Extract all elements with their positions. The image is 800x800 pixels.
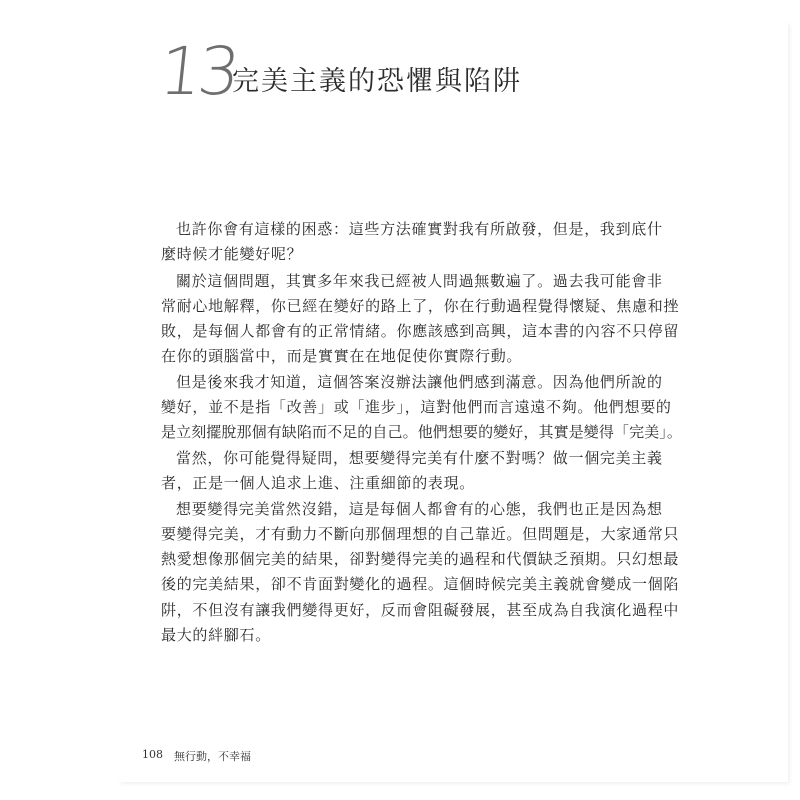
paragraph-line: 後的完美結果，卻不肯面對變化的過程。這個時候完美主義就會變成一個陷 [161,575,680,593]
paragraph-line: 敗，是每個人都會有的正常情緒。你應該感到高興，這本書的內容不只停留 [161,322,680,340]
paragraph-line: 變好，並不是指「改善」或「進步」，這對他們而言遠遠不夠。他們想要的 [161,398,672,416]
paragraph-line: 關於這個問題，其實多年來我已經被人問過無數遍了。過去我可能會非 [176,272,663,290]
paragraph-line: 是立刻擺脫那個有缺陷而不足的自己。他們想要的變好，其實是變得「完美」。 [161,423,683,441]
paragraph-line: 者，正是一個人追求上進、注重細節的表現。 [161,474,476,492]
paragraph-line: 最大的絆腳石。 [161,626,271,644]
paragraph-line: 當然，你可能覺得疑問，想要變得完美有什麼不對嗎？做一個完美主義 [176,449,663,467]
paragraph-line: 想要變得完美當然沒錯，這是每個人都會有的心態，我們也正是因為想 [176,500,663,518]
paragraph-line: 在你的頭腦當中，而是實實在在地促使你實際行動。 [161,347,523,365]
chapter-title: 完美主義的恐懼與陷阱 [232,66,522,97]
paragraph-line: 常耐心地解釋，你已經在變好的路上了，你在行動過程覺得懷疑、焦慮和挫 [161,297,680,315]
chapter-number: 13 [155,33,241,110]
paragraph-line: 也許你會有這樣的困惑：這些方法確實對我有所啟發，但是，我到底什 [176,220,663,238]
paragraph-line: 麼時候才能變好呢？ [161,245,303,263]
running-footer-title: 無行動，不幸福 [174,750,251,763]
paragraph-line: 熱愛想像那個完美的結果，卻對變得完美的過程和代價缺乏預期。只幻想最 [161,550,680,568]
paragraph-line: 要變得完美，才有動力不斷向那個理想的自己靠近。但問題是，大家通常只 [161,525,680,543]
paragraph-line: 阱，不但沒有讓我們變得更好，反而會阻礙發展，甚至成為自我演化過程中 [161,601,680,619]
paragraph-line: 但是後來我才知道，這個答案沒辦法讓他們感到滿意。因為他們所說的 [176,373,663,391]
page-number: 108 [142,748,163,761]
